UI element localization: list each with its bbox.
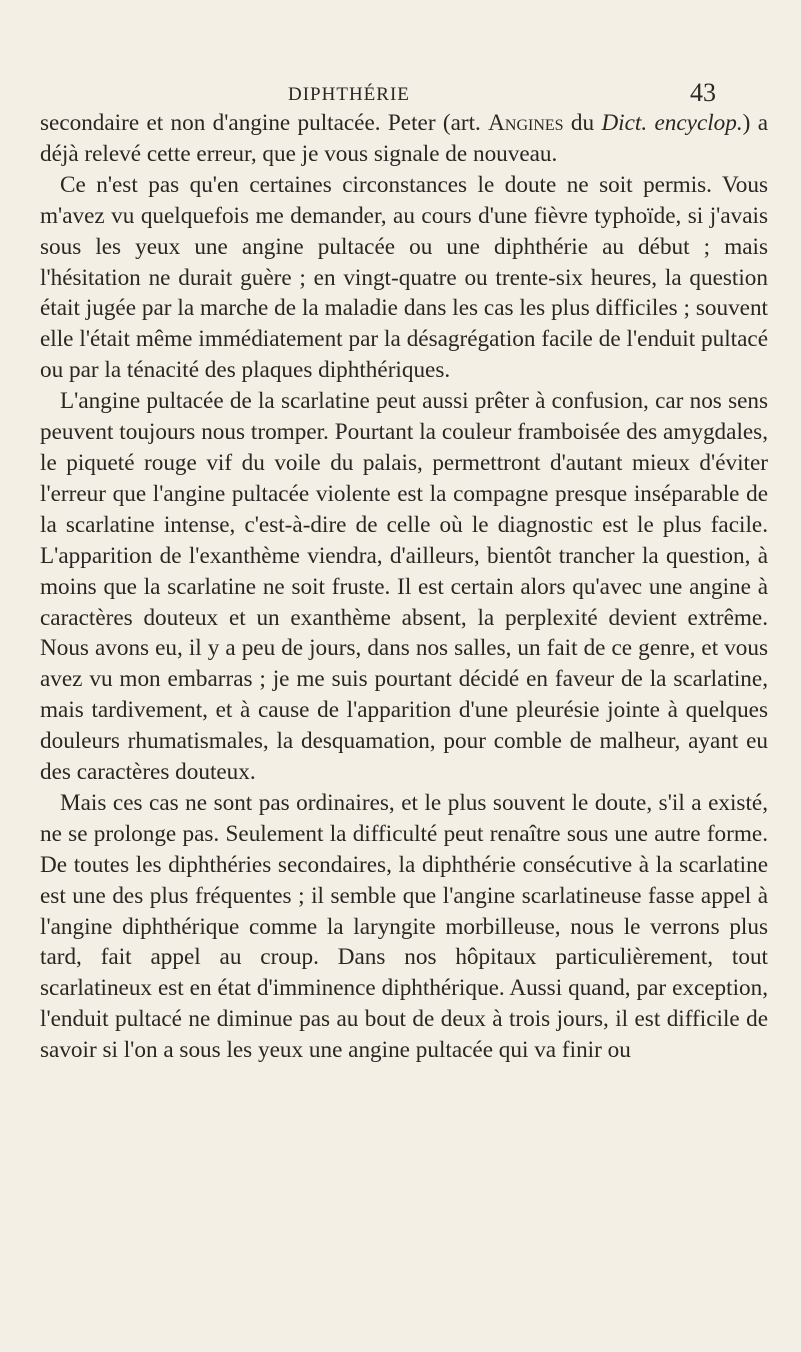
paragraph-text: du <box>563 110 602 136</box>
running-head <box>0 78 801 108</box>
body-text <box>40 108 768 1066</box>
paragraph: Mais ces cas ne sont pas ordinaires, et le plus souvent le doute, s'il a existé, ne se prolonge pas. Seulement la difficulté peut renaître sous une autre forme. De toutes les diphthéries secondaires, la diphthérie consécutive à la scarlatine est une des plus fréquentes ; il semble que l'angine scarlatineuse fasse appel à l'angine diphthérique comme la laryngite morbilleuse, nous le verrons plus tard, fait appel au croup. Dans nos hôpitaux particulièrement, tout scarlatineux est en état d'imminence diphthérique. Aussi quand, par exception, l'enduit pultacé ne diminue pas au bout de deux à trois jours, il est difficile de savoir si l'on a sous les yeux une angine pultacée qui va finir ou <box>40 789 768 1064</box>
page-number: 43 <box>690 78 716 107</box>
paragraph: Ce n'est pas qu'en certaines circonstances le doute ne soit permis. Vous m'avez vu quelquefois me demander, au cours d'une fièvre typhoïde, si j'avais sous les yeux une angine pultacée ou une diphthérie au début ; mais l'hésitation ne durait guère ; en vingt-quatre ou trente-six heures, la question était jugée par la marche de la maladie dans les cas les plus difficiles ; souvent elle l'était même immédiatement par la désagrégation facile de l'enduit pultacé ou par la ténacité des plaques diphthériques. <box>40 171 768 384</box>
running-title: DIPHTHÉRIE <box>288 84 410 105</box>
paragraph-continuation <box>40 108 768 170</box>
paragraph: L'angine pultacée de la scarlatine peut aussi prêter à confusion, car nos sens peuvent toujours nous tromper. Pourtant la couleur framboisée des amygdales, le piqueté rouge vif du voile du palais, permettront d'autant mieux d'éviter l'erreur que l'angine pultacée violente est la compagne presque inséparable de la scarlatine intense, c'est-à-dire de celle où le diagnostic est le plus facile. L'apparition de l'exanthème viendra, d'ailleurs, bientôt trancher la question, à moins que la scarlatine ne soit fruste. Il est certain alors qu'avec une angine à caractères douteux et un exanthème absent, la perplexité devient extrême. Nous avons eu, il y a peu de jours, dans nos salles, un fait de ce genre, et vous avez vu mon embarras ; je me suis pourtant décidé en faveur de la scarlatine, mais tardivement, et à cause de l'apparition d'une pleurésie jointe à quelques douleurs rhumatismales, la desquamation, pour comble de malheur, ayant eu des caractères douteux. <box>40 388 768 786</box>
paragraph-text: secondaire et non d'angine pultacée. Peter (art. <box>40 110 489 136</box>
article-reference: Angines <box>488 110 564 136</box>
work-title: Dict. encyclop. <box>601 110 743 136</box>
paragraph-text: ) a déjà relevé cette erreur, que je vous signale de nouveau. <box>40 110 769 167</box>
